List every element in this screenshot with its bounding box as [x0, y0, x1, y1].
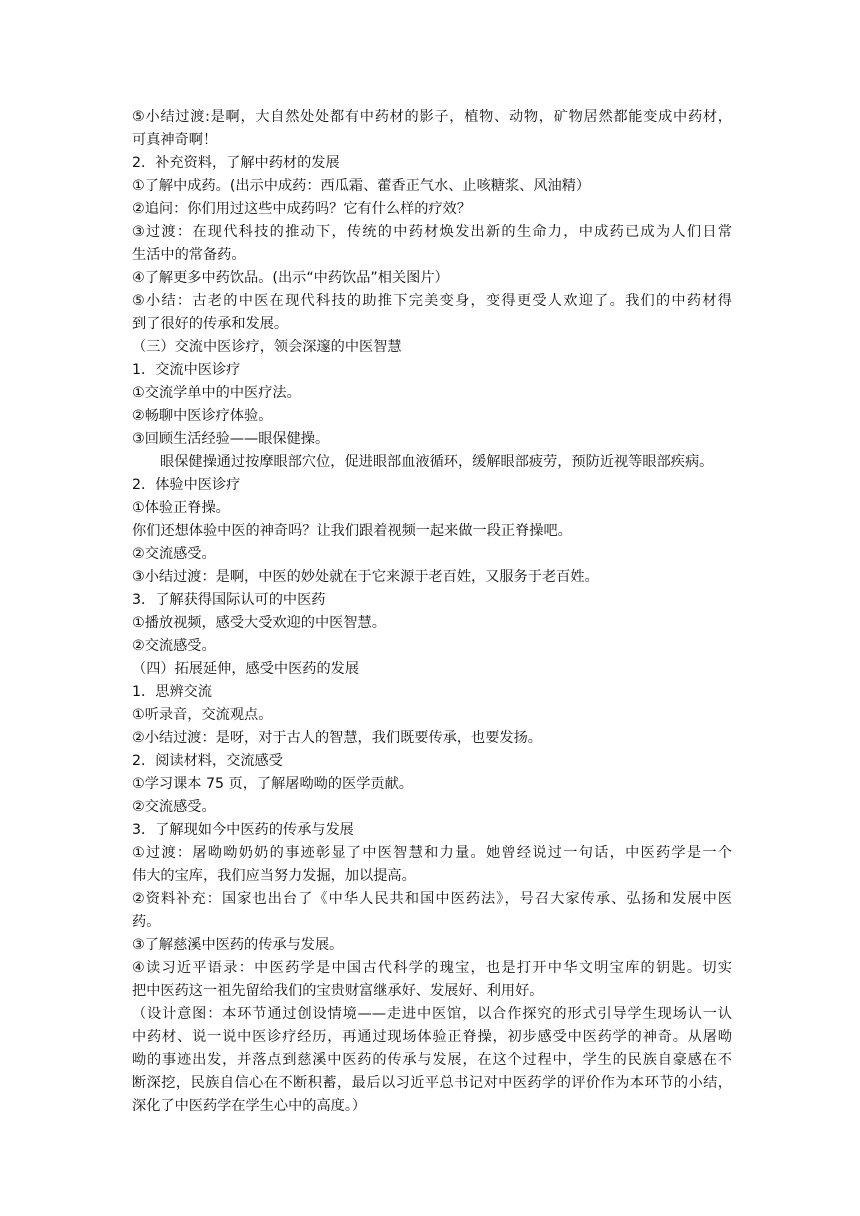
text-line: ②交流感受。 [132, 546, 216, 562]
text-line: 2．体验中医诊疗 [132, 477, 241, 493]
text-line: ①交流学单中的中医疗法。 [132, 385, 301, 401]
document-page [132, 106, 732, 1118]
text-line: ②交流感受。 [132, 799, 216, 815]
text-line: ①过渡：屠呦呦奶奶的事迹彰显了中医智慧和力量。她曾经说过一句话，中医药学是一个 [132, 845, 732, 861]
text-line: ④了解更多中药饮品。(出示“中药饮品”相关图片） [132, 270, 449, 286]
text-line: 生活中的常备药。 [132, 247, 246, 263]
text-line: （三）交流中医诊疗，领会深邃的中医智慧 [132, 339, 402, 355]
text-line: ②交流感受。 [132, 638, 216, 654]
text-line: ①播放视频，感受大受欢迎的中医智慧。 [132, 615, 386, 631]
text-line: 中药材、说一说中医诊疗经历，再通过现场体验正脊操，初步感受中医药学的神奇。从屠呦 [132, 1029, 732, 1045]
text-line: ②资料补充：国家也出台了《中华人民共和国中医药法》，号召大家传承、弘扬和发展中医 [132, 891, 732, 907]
text-line: ⑤小结过渡:是啊，大自然处处都有中药材的影子，植物、动物，矿物居然都能变成中药材， [132, 109, 732, 125]
text-line: 伟大的宝库，我们应当努力发掘，加以提高。 [132, 868, 416, 884]
text-line: 3．了解获得国际认可的中医药 [132, 592, 326, 608]
text-line: ③小结过渡：是啊，中医的妙处就在于它来源于老百姓，又服务于老百姓。 [132, 569, 599, 585]
text-line: ①听录音，交流观点。 [132, 707, 273, 723]
text-line: 深化了中医药学在学生心中的高度。） [132, 1098, 367, 1114]
text-line: （设计意图：本环节通过创设情境——走进中医馆，以合作探究的形式引导学生现场认一认 [132, 1006, 732, 1022]
text-line: 把中医药这一祖先留给我们的宝贵财富继承好、发展好、利用好。 [132, 983, 544, 999]
text-line: ③回顾生活经验——眼保健操。 [132, 431, 330, 447]
text-line: 你们还想体验中医的神奇吗？让我们跟着视频一起来做一段正脊操吧。 [132, 523, 572, 539]
text-line: ④读习近平语录：中医药学是中国古代科学的瑰宝，也是打开中华文明宝库的钥匙。切实 [132, 960, 732, 976]
text-line: ③过渡：在现代科技的推动下，传统的中药材焕发出新的生命力，中成药已成为人们日常 [132, 224, 732, 240]
text-line: 药。 [132, 914, 161, 930]
text-line: ①体验正脊操。 [132, 500, 230, 516]
text-line: ③了解慈溪中医药的传承与发展。 [132, 937, 344, 953]
text-line: 2．阅读材料，交流感受 [132, 753, 283, 769]
text-line: 断深挖，民族自信心在不断积蓄，最后以习近平总书记对中医药学的评价作为本环节的小结， [132, 1075, 732, 1091]
text-line: ②畅聊中医诊疗体验。 [132, 408, 273, 424]
text-line: ①学习课本 75 页，了解屠呦呦的医学贡献。 [132, 776, 413, 792]
text-line: 眼保健操通过按摩眼部穴位，促进眼部血液循环，缓解眼部疲劳，预防近视等眼部疾病。 [160, 454, 714, 470]
text-line: 呦的事迹出发，并落点到慈溪中医药的传承与发展，在这个过程中，学生的民族自豪感在不 [132, 1052, 732, 1068]
text-line: ②追问：你们用过这些中成药吗？它有什么样的疗效？ [132, 201, 472, 217]
text-line: 1．思辨交流 [132, 684, 212, 700]
text-line: 3．了解现如今中医药的传承与发展 [132, 822, 354, 838]
text-line: 2．补充资料，了解中药材的发展 [132, 155, 340, 171]
text-line: 可真神奇啊！ [132, 132, 218, 148]
text-line: ②小结过渡：是呀，对于古人的智慧，我们既要传承，也要发扬。 [132, 730, 542, 746]
text-line: ⑤小结：古老的中医在现代科技的助推下完美变身，变得更受人欢迎了。我们的中药材得 [132, 293, 732, 309]
text-line: 1．交流中医诊疗 [132, 362, 241, 378]
text-line: 到了很好的传承和发展。 [132, 316, 289, 332]
text-line: （四）拓展延伸，感受中医药的发展 [132, 661, 360, 677]
text-line: ①了解中成药。(出示中成药：西瓜霜、藿香正气水、止咳糖浆、风油精） [132, 178, 591, 194]
